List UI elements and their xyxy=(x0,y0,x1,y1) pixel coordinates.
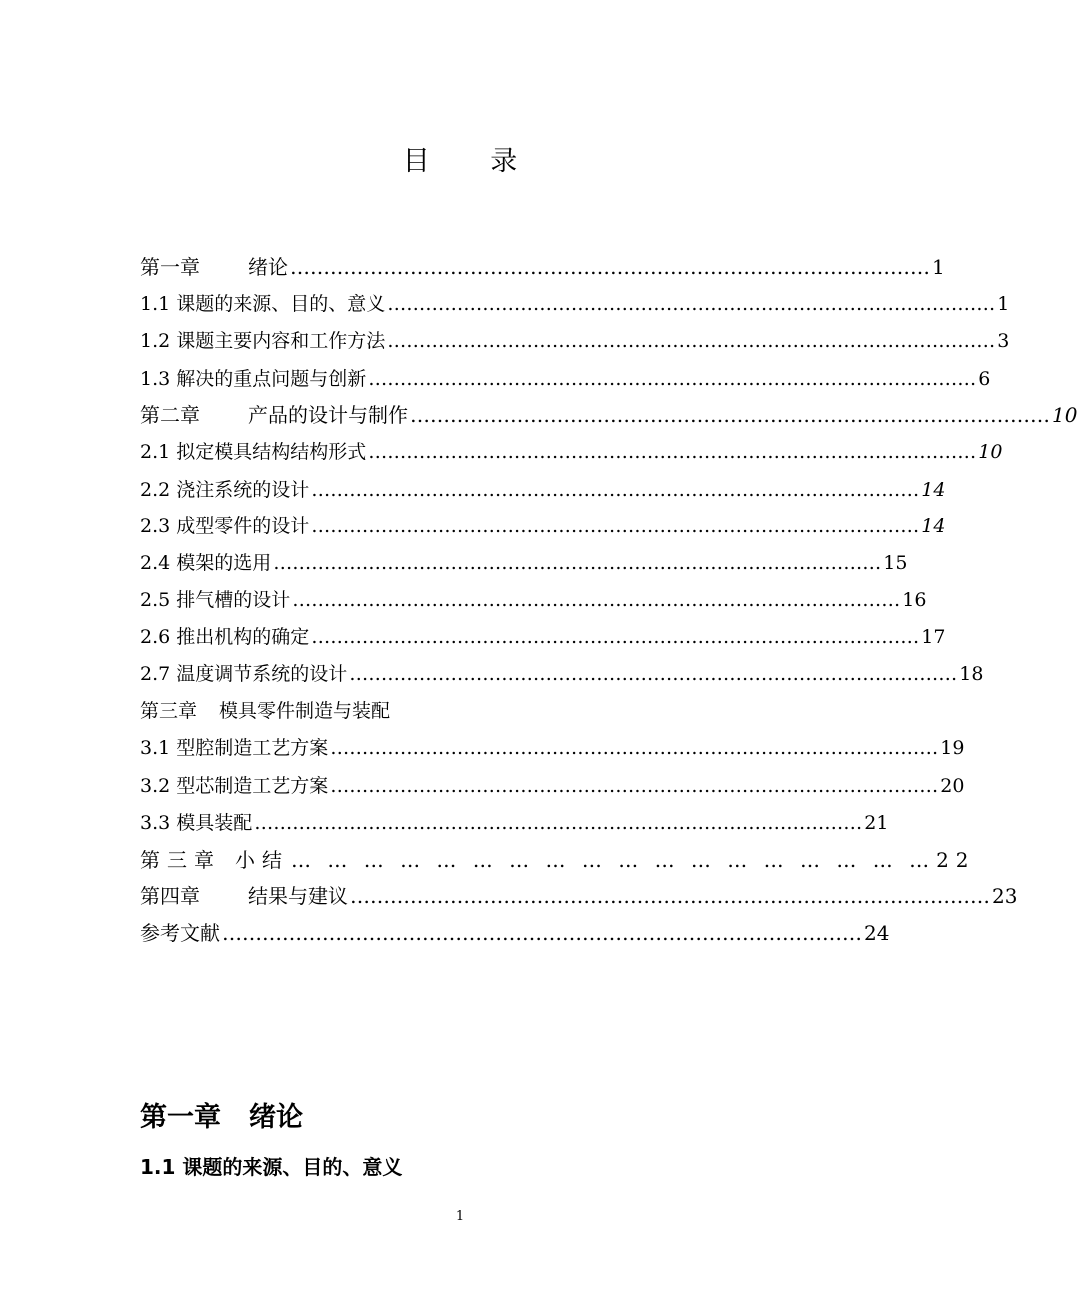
toc-entry-label: 参考文献 xyxy=(140,921,220,945)
toc-entry-label: 2.4 模架的选用 xyxy=(140,552,272,574)
toc-entry-page: 10 xyxy=(978,441,1003,463)
toc-entry-label: 3.2 型芯制造工艺方案 xyxy=(140,775,329,797)
toc-entry[interactable] xyxy=(140,696,785,726)
toc-leader-dots: …………………………………………………………………………………… xyxy=(368,368,977,390)
toc-leader-dots: …………………………………………………………………………………… xyxy=(292,589,901,611)
toc-leader-dots: …………………………………………………………………………………… xyxy=(311,626,920,648)
toc-entry[interactable] xyxy=(140,475,946,505)
toc-entry-label: 1.3 解决的重点问题与创新 xyxy=(140,368,367,390)
toc-entry-label: 1.1 课题的来源、目的、意义 xyxy=(140,293,386,315)
toc-entry-page: 20 xyxy=(940,775,965,797)
page-number: 1 xyxy=(455,1209,465,1224)
toc-entry-label: 第二章 产品的设计与制作 xyxy=(140,403,408,427)
section-heading: 1.1 课题的来源、目的、意义 xyxy=(140,1155,403,1179)
toc-entry-page: 21 xyxy=(864,812,889,834)
toc-leader-dots: …………………………………………………………………………………… xyxy=(330,737,939,759)
toc-leader-dots: … … … … … … … … … … … … … … … … … … xyxy=(291,848,935,872)
toc-entry-page: 14 xyxy=(921,479,946,501)
chapter-heading-title: 绪论 xyxy=(249,1102,303,1133)
toc-entry-page: 10 xyxy=(1052,403,1077,427)
toc-entry[interactable] xyxy=(140,289,1010,319)
toc-entry[interactable] xyxy=(140,881,1018,911)
chapter-heading-number: 第一章 xyxy=(140,1102,221,1133)
toc-entry-label: 第一章 绪论 xyxy=(140,255,288,279)
toc-entry-label: 第三章 模具零件制造与装配 xyxy=(140,700,391,722)
toc-entry-page: 16 xyxy=(902,589,927,611)
toc-entry[interactable] xyxy=(140,400,1077,430)
toc-entry-label: 2.5 排气槽的设计 xyxy=(140,589,291,611)
toc-entry-label: 2.1 拟定模具结构结构形式 xyxy=(140,441,367,463)
toc-entry[interactable] xyxy=(140,326,1010,356)
toc-entry[interactable] xyxy=(140,622,946,652)
toc-leader-dots: …………………………………………………………………………………… xyxy=(290,255,930,279)
toc-entry[interactable] xyxy=(140,252,945,282)
toc-entry-page: 14 xyxy=(921,515,946,537)
toc-entry-page: 3 xyxy=(997,330,1010,352)
chapter-heading xyxy=(140,1098,303,1138)
toc-leader-dots: …………………………………………………………………………………… xyxy=(387,293,996,315)
toc-entry-label: 2.3 成型零件的设计 xyxy=(140,515,310,537)
toc-entry-label: 第四章 结果与建议 xyxy=(140,884,348,908)
toc-leader-dots: …………………………………………………………………………………… xyxy=(349,663,958,685)
toc-entry-label: 3.1 型腔制造工艺方案 xyxy=(140,737,329,759)
toc-leader-dots: …………………………………………………………………………………… xyxy=(410,403,1050,427)
toc-entry[interactable] xyxy=(140,659,984,689)
toc-leader-dots: …………………………………………………………………………………… xyxy=(387,330,996,352)
toc-entry-page: 23 xyxy=(992,884,1018,908)
toc-entry-label: 2.6 推出机构的确定 xyxy=(140,626,310,648)
toc-entry[interactable] xyxy=(140,548,908,578)
toc-entry-page: 1 xyxy=(932,255,945,279)
toc-entry-page: 24 xyxy=(864,921,890,945)
toc-entry[interactable] xyxy=(140,845,976,875)
toc-entry[interactable] xyxy=(140,511,946,541)
toc-entry[interactable] xyxy=(140,771,965,801)
toc-leader-dots: …………………………………………………………………………………… xyxy=(222,921,862,945)
toc-entry[interactable] xyxy=(140,918,890,948)
toc-leader-dots: …………………………………………………………………………………… xyxy=(311,479,920,501)
toc-entry-page: 6 xyxy=(978,368,991,390)
toc-entry-page: 18 xyxy=(959,663,984,685)
toc-entry[interactable] xyxy=(140,364,991,394)
toc-entry-page: 1 xyxy=(997,293,1010,315)
toc-entry[interactable] xyxy=(140,585,927,615)
toc-entry-page: 17 xyxy=(921,626,946,648)
toc-entry[interactable] xyxy=(140,437,1003,467)
toc-title: 目 录 xyxy=(402,146,544,177)
toc-entry-page: 22 xyxy=(936,848,976,872)
toc-entry-label: 1.2 课题主要内容和工作方法 xyxy=(140,330,386,352)
toc-leader-dots: …………………………………………………………………………………… xyxy=(330,775,939,797)
toc-leader-dots: …………………………………………………………………………………… xyxy=(311,515,920,537)
toc-leader-dots: …………………………………………………………………………………… xyxy=(273,552,882,574)
toc-leader-dots: …………………………………………………………………………………… xyxy=(350,884,990,908)
toc-entry[interactable] xyxy=(140,808,889,838)
toc-leader-dots: …………………………………………………………………………………… xyxy=(368,441,977,463)
toc-entry-label: 2.2 浇注系统的设计 xyxy=(140,479,310,501)
toc-entry-label: 2.7 温度调节系统的设计 xyxy=(140,663,348,685)
toc-entry-page: 19 xyxy=(940,737,965,759)
toc-entry[interactable] xyxy=(140,733,965,763)
toc-leader-dots: …………………………………………………………………………………… xyxy=(254,812,863,834)
toc-entry-label: 3.3 模具装配 xyxy=(140,812,253,834)
toc-entry-page: 15 xyxy=(883,552,908,574)
toc-entry-label: 第三章 小结 xyxy=(140,848,289,872)
